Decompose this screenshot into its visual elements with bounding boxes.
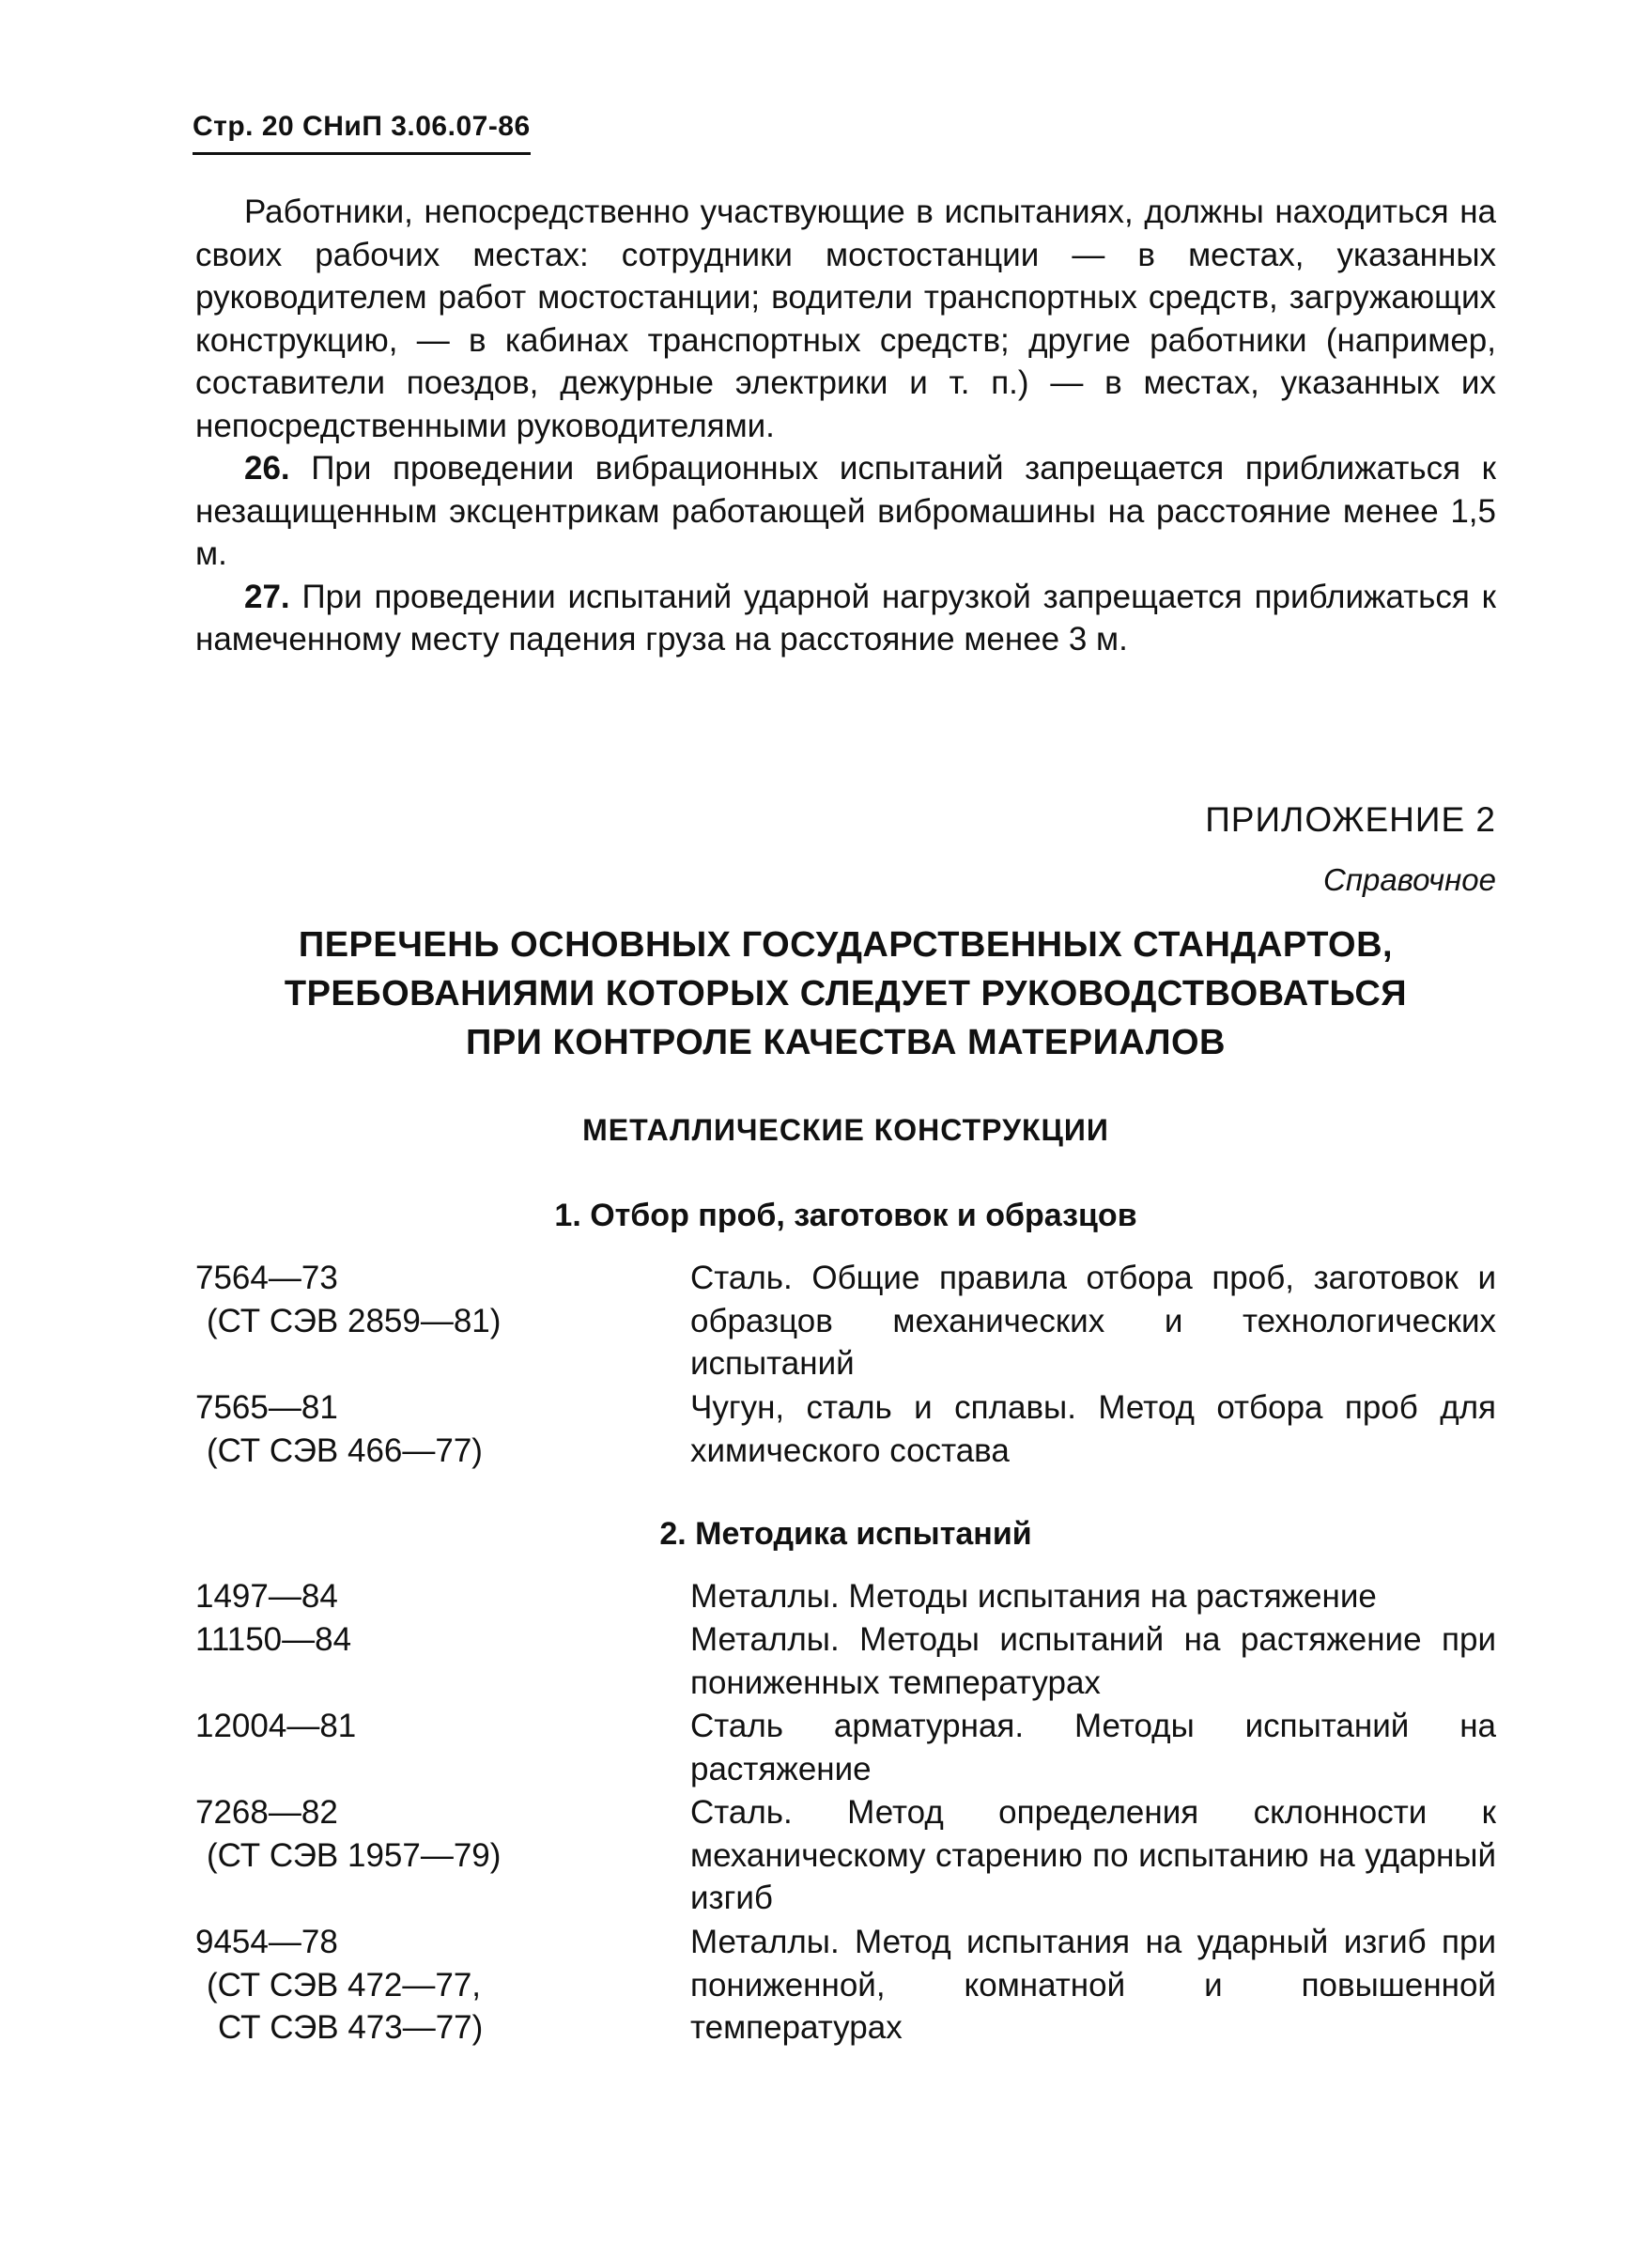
standard-description: Металлы. Метод испытания на ударный изгиб при пониженной, комнатной и повышенной температурах — [690, 1924, 1496, 2046]
appendix-title-line: ПЕРЕЧЕНЬ ОСНОВНЫХ ГОСУДАРСТВЕННЫХ СТАНДАРТОВ, — [298, 925, 1394, 965]
standard-code — [195, 1791, 665, 1877]
standard-number: 11150—84 — [195, 1621, 352, 1658]
body-paragraphs — [195, 191, 1496, 661]
group-heading-methods: 2. Методика испытаний — [659, 1516, 1032, 1552]
standard-description: Сталь. Общие правила отбора проб, заготовок и образцов механических и технологических испытаний — [690, 1260, 1496, 1382]
standard-cmea-number: (СТ СЭВ 472—77, — [207, 1966, 482, 2004]
standard-code — [195, 1705, 665, 1748]
standard-description: Чугун, сталь и сплавы. Метод отбора проб для химического состава — [690, 1389, 1496, 1469]
standard-description: Сталь арматурная. Методы испытаний на растяжение — [690, 1708, 1496, 1787]
paragraph-workers: Работники, непосредственно участвующие в испытаниях, должны находиться на своих рабочих местах: сотрудники мостостанции — в местах, указанных руководителем работ мостостанции; водители транспортных средств, загружающих конструкцию, — в кабинах транспортных средств; другие работники (например, составители поездов, дежурные электрики и т. п.) — в местах, указанных их непосредственными руководителями. — [195, 193, 1496, 444]
paragraph-27-text: При проведении испытаний ударной нагрузкой запрещается приближаться к намеченному месту падения груза на расстояние менее 3 м. — [195, 578, 1496, 658]
standard-number: 1497—84 — [195, 1578, 338, 1615]
standard-number: 7564—73 — [195, 1260, 338, 1296]
group-heading-sampling: 1. Отбор проб, заготовок и образцов — [554, 1198, 1137, 1233]
standard-description: Металлы. Методы испытания на растяжение — [690, 1578, 1377, 1615]
appendix-title-line: ТРЕБОВАНИЯМИ КОТОРЫХ СЛЕДУЕТ РУКОВОДСТВОВАТЬСЯ — [284, 974, 1408, 1013]
paragraph-27 — [195, 576, 1496, 661]
standard-cmea-number: (СТ СЭВ 466—77) — [207, 1431, 483, 1469]
standard-number: 7268—82 — [195, 1794, 338, 1831]
page-header: Стр. 20 СНиП 3.06.07-86 — [193, 111, 531, 155]
standard-code — [195, 1575, 665, 1618]
standard-code — [195, 1386, 665, 1472]
paragraph-26-number: 26. — [244, 450, 290, 487]
appendix-title — [195, 921, 1496, 1067]
appendix-title-line: ПРИ КОНТРОЛЕ КАЧЕСТВА МАТЕРИАЛОВ — [466, 1023, 1226, 1062]
standard-cmea-number: СТ СЭВ 473—77) — [218, 2009, 484, 2046]
paragraph-27-number: 27. — [244, 578, 290, 615]
paragraph-26-text: При проведении вибрационных испытаний запрещается приближаться к незащищенным эксцентрикам работающей вибромашины на расстояние менее 1,5 м. — [195, 450, 1496, 572]
standard-description: Металлы. Методы испытаний на растяжение при пониженных температурах — [690, 1621, 1496, 1701]
appendix-type: Справочное — [1322, 862, 1496, 897]
standard-cmea-number: (СТ СЭВ 2859—81) — [207, 1302, 502, 1339]
section-heading: МЕТАЛЛИЧЕСКИЕ КОНСТРУКЦИИ — [582, 1113, 1109, 1147]
standard-number: 7565—81 — [195, 1389, 338, 1426]
standard-description: Сталь. Метод определения склонности к механическому старению по испытанию на ударный изгиб — [690, 1794, 1496, 1916]
standard-number: 9454—78 — [195, 1924, 338, 1960]
standard-cmea-number: (СТ СЭВ 1957—79) — [207, 1836, 502, 1874]
standard-code — [195, 1618, 665, 1662]
standard-code — [195, 1257, 665, 1342]
paragraph-26 — [195, 447, 1496, 576]
standard-number: 12004—81 — [195, 1708, 357, 1744]
standard-code — [195, 1921, 665, 2050]
appendix-label: ПРИЛОЖЕНИЕ 2 — [1205, 800, 1496, 839]
